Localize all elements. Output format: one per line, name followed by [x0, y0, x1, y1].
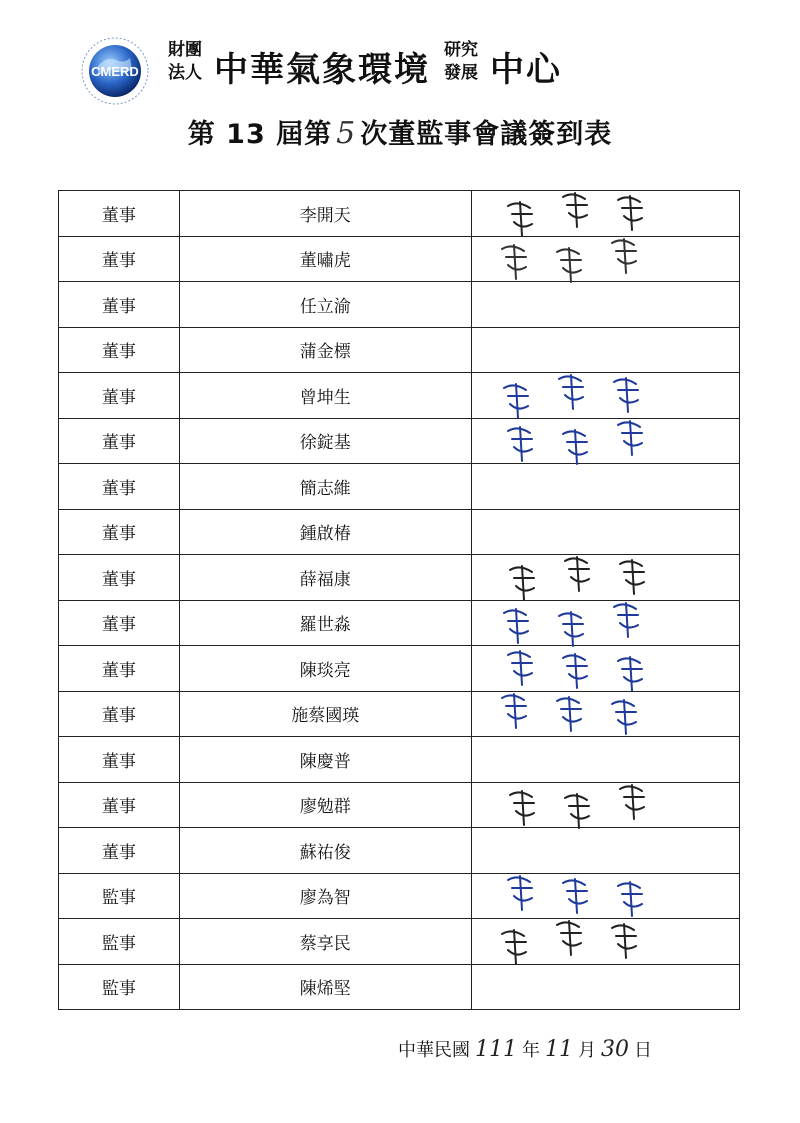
- name-cell: 鍾啟椿: [179, 509, 471, 555]
- role-cell: 董事: [59, 464, 180, 510]
- date-prefix: 中華民國: [398, 1040, 470, 1061]
- role-cell: 董事: [59, 828, 180, 874]
- signature-cell: [471, 964, 739, 1010]
- signature-cell: [471, 418, 739, 464]
- name-cell: 薛福康: [179, 555, 471, 601]
- title-prefix: 第 13 屆第: [187, 119, 333, 150]
- name-cell: 蔡享民: [179, 919, 471, 965]
- date-day-unit: 日: [634, 1040, 652, 1061]
- table-row: [59, 782, 740, 828]
- date-month: 11: [545, 1037, 573, 1062]
- role-cell: 董事: [59, 282, 180, 328]
- role-cell: 董事: [59, 646, 180, 692]
- attendance-table: [58, 190, 740, 1010]
- date-year: 111: [475, 1037, 517, 1062]
- table-row: [59, 964, 740, 1010]
- role-cell: 董事: [59, 236, 180, 282]
- name-cell: 羅世淼: [179, 600, 471, 646]
- signature-cell: [471, 464, 739, 510]
- table-row: [59, 691, 740, 737]
- role-cell: 監事: [59, 964, 180, 1010]
- date-month-unit: 月: [578, 1040, 596, 1061]
- signature-cell: [471, 782, 739, 828]
- role-cell: 董事: [59, 373, 180, 419]
- name-cell: 陳慶普: [179, 737, 471, 783]
- role-cell: 董事: [59, 191, 180, 237]
- role-cell: 董事: [59, 691, 180, 737]
- name-cell: 李開天: [179, 191, 471, 237]
- name-cell: 施蔡國瑛: [179, 691, 471, 737]
- signature-cell: [471, 691, 739, 737]
- name-cell: 徐錠基: [179, 418, 471, 464]
- org-name-part1: 中華氣象環境: [214, 50, 430, 90]
- table-row: [59, 236, 740, 282]
- table-row: [59, 464, 740, 510]
- role-cell: 董事: [59, 782, 180, 828]
- logo-text: CMERD: [91, 64, 139, 79]
- title-suffix: 次董監事會議簽到表: [360, 119, 613, 150]
- role-cell: 董事: [59, 327, 180, 373]
- table-row: [59, 282, 740, 328]
- org-name-part2: 中心: [490, 50, 562, 90]
- name-cell: 簡志維: [179, 464, 471, 510]
- role-cell: 監事: [59, 873, 180, 919]
- session-number-handwritten: 5: [336, 116, 357, 151]
- org-research-line2: 發展: [444, 63, 478, 83]
- sign-date: [398, 1036, 652, 1062]
- role-cell: 董事: [59, 737, 180, 783]
- cmerd-globe-logo: [80, 36, 150, 106]
- org-type-line2: 法人: [168, 63, 202, 83]
- role-cell: 監事: [59, 919, 180, 965]
- date-year-unit: 年: [522, 1040, 540, 1061]
- name-cell: 曾坤生: [179, 373, 471, 419]
- role-cell: 董事: [59, 418, 180, 464]
- name-cell: 蒲金標: [179, 327, 471, 373]
- name-cell: 蘇祐俊: [179, 828, 471, 874]
- name-cell: 任立渝: [179, 282, 471, 328]
- signature-cell: [471, 236, 739, 282]
- role-cell: 董事: [59, 600, 180, 646]
- name-cell: 廖為智: [179, 873, 471, 919]
- date-day: 30: [601, 1037, 629, 1062]
- name-cell: 廖勉群: [179, 782, 471, 828]
- role-cell: 董事: [59, 509, 180, 555]
- role-cell: 董事: [59, 555, 180, 601]
- table-row: [59, 418, 740, 464]
- org-type-line1: 財團: [168, 40, 202, 60]
- name-cell: 陳烯堅: [179, 964, 471, 1010]
- name-cell: 董嘯虎: [179, 236, 471, 282]
- letterhead: [80, 32, 640, 102]
- signature-cell: [471, 282, 739, 328]
- signature-cell: [471, 919, 739, 965]
- org-research-line1: 研究: [444, 40, 478, 60]
- table-row: [59, 919, 740, 965]
- name-cell: 陳琰亮: [179, 646, 471, 692]
- page-title: [0, 112, 800, 151]
